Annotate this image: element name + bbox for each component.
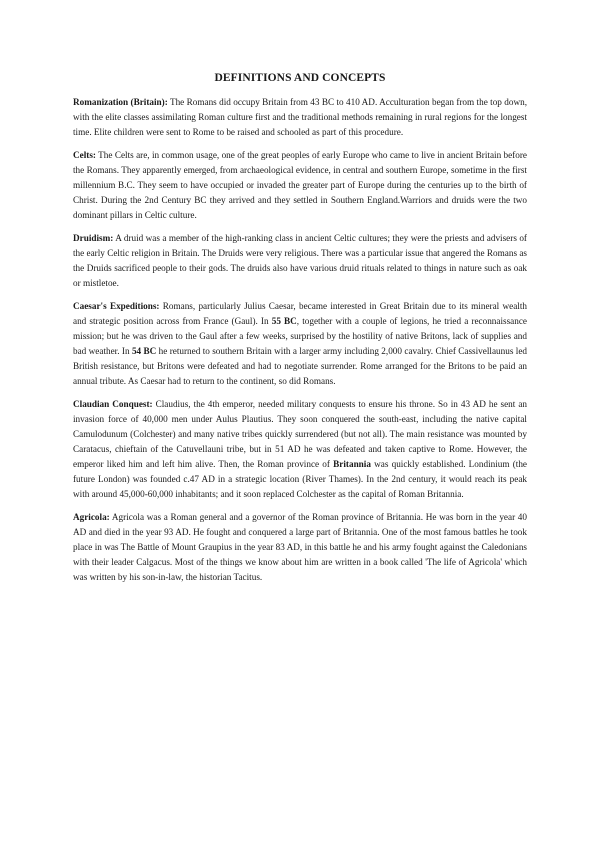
definition-caesar-part-1: Romans, particularly Julius Caesar, became interested in Great Britain due to its mineral wealth and strategic position across from France (Gaul). In — [73, 301, 527, 326]
term-celts: Celts: — [73, 150, 96, 160]
definition-celts: The Celts are, in common usage, one of the great peoples of early Europe who came to live in ancient Britain before the Romans. They apparently emerged, from archaeological evidence, in central and southern Europe, sometime in the first millennium B.C. They seem to have occupied or invaded the greater part of Europe during the centuries up to the birth of Christ. During the 2nd Century BC they arrived and they settled in Southern England.Warriors and druids were the two dominant pillars in Celtic culture. — [73, 150, 527, 220]
definition-agricola: Agricola was a Roman general and a governor of the Roman province of Britannia. He was born in the year 40 AD and died in the year 93 AD. He fought and conquered a large part of Britannia. One of the most famous battles he took place in was The Battle of Mount Graupius in the year 83 AD, in this battle he and his army fought against the Caledonians with their leader Calgacus. Most of the things we know about him are written in a book called 'The life of Agricola' which was written by his son-in-law, the historian Tacitus. — [73, 512, 527, 582]
paragraph-agricola — [73, 510, 527, 585]
page-title: DEFINITIONS AND CONCEPTS — [214, 72, 386, 84]
paragraph-claudian — [73, 397, 527, 502]
britannia-emphasis: Britannia — [333, 459, 371, 469]
term-claudian: Claudian Conquest: — [73, 399, 153, 409]
definition-claudian-part-2: was quickly established. Londinium (the future London) was founded c.47 AD in a strategic location (River Thames). In the 2nd century, it would reach its peak with around 45,000-60,000 inhabitants; and it soon replaced Colchester as the capital of Roman Britannia. — [73, 459, 527, 499]
paragraph-caesar — [73, 299, 527, 389]
definition-caesar-part-3: he returned to southern Britain with a larger army including 2,000 cavalry. Chief Cassivellaunus led British resistance, but Britons were defeated and had to negotiate surrender. Rome arranged for the Britons to be paid an annual tribute. As Caesar had to return to the continent, so did Romans. — [73, 346, 527, 386]
definition-druidism: A druid was a member of the high-ranking class in ancient Celtic cultures; they were the priests and advisers of the early Celtic religion in Britain. The Druids were very religious. There was a particular issue that angered the Romans as the Druids sacrificed people to their gods. The druids also have various druid rituals related to things in nature such as oak or mistletoe. — [73, 233, 527, 288]
paragraph-druidism — [73, 231, 527, 291]
term-romanization: Romanization (Britain): — [73, 97, 168, 107]
definition-claudian-part-1: Claudius, the 4th emperor, needed military conquests to ensure his throne. So in 43 AD he sent an invasion force of 40,000 men under Aulus Plautius. They soon conquered the south-east, including the native capital Camulodunum (Colchester) and many native tribes quickly surrendered (but not all). The main resistance was mounted by Caratacus, chieftain of the Catuvellauni tribe, but in 51 AD he was defeated and taken captive to Rome. However, the emperor liked him and left him alive. Then, the Roman province of — [73, 399, 527, 469]
term-agricola: Agricola: — [73, 512, 110, 522]
term-caesar: Caesar's Expeditions: — [73, 301, 160, 311]
definition-romanization: The Romans did occupy Britain from 43 BC to 410 AD. Acculturation began from the top down, with the elite classes assimilating Roman culture first and the traditional methods remaining in rural regions for the longest time. Elite children were sent to Rome to be raised and schooled as part of this procedure. — [73, 97, 527, 137]
term-druidism: Druidism: — [73, 233, 114, 243]
paragraph-romanization — [73, 95, 527, 140]
date-54-bc: 54 BC — [131, 346, 157, 356]
paragraph-celts — [73, 148, 527, 223]
definition-caesar-part-2: , together with a couple of legions, he tried a reconnaissance mission; but he was driven to the Gaul after a few weeks, surprised by the hostility of native Britons, lack of supplies and bad weather. In — [73, 316, 527, 356]
date-55-bc: 55 BC — [271, 316, 297, 326]
